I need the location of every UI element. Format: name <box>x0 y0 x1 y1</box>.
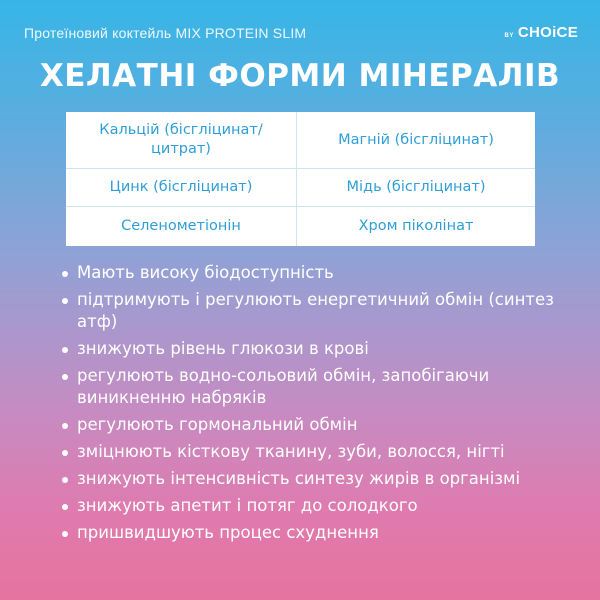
product-subtitle: Протеїновий коктейль MIX PROTEIN SLIM <box>24 24 307 41</box>
list-item <box>62 365 562 409</box>
benefit-text: знижують інтенсивність синтезу жирів в організмі <box>77 469 521 488</box>
bullet-icon <box>62 374 68 380</box>
table-cell-chromium: Хром піколінат <box>358 218 474 234</box>
brand-prefix: BY <box>504 33 514 39</box>
benefit-text: Мають високу біодоступність <box>77 263 334 282</box>
benefits-list <box>62 262 562 549</box>
table-cell-copper: Мідь (бісгліцинат) <box>297 169 535 207</box>
list-item <box>62 338 562 360</box>
top-bar <box>24 24 578 41</box>
benefit-text: регулюють гормональний обмін <box>77 415 358 434</box>
bullet-icon <box>62 477 68 483</box>
list-item <box>62 522 562 544</box>
list-item <box>62 289 562 333</box>
brand-name: CHOiCE <box>517 24 578 41</box>
benefit-text: регулюють водно-сольовий обмін, запобігаючи виникненню набряків <box>77 366 490 407</box>
bullet-icon <box>62 504 68 510</box>
list-item <box>62 495 562 517</box>
table-cell-magnesium: Магній (бісгліцинат) <box>297 112 535 169</box>
list-item <box>62 414 562 436</box>
table-cell-calcium: Кальцій (бісгліцинат/ цитрат) <box>66 112 297 169</box>
list-item <box>62 441 562 463</box>
list-item <box>62 468 562 490</box>
minerals-table <box>66 112 535 246</box>
brand-logo <box>505 24 578 41</box>
bullet-icon <box>62 450 68 456</box>
page-title: ХЕЛАТНІ ФОРМИ МІНЕРАЛІВ <box>39 58 561 94</box>
bullet-icon <box>62 298 68 304</box>
benefit-text: знижують апетит і потяг до солодкого <box>77 496 418 515</box>
table-cell-zinc: Цинк (бісгліцинат) <box>66 169 297 207</box>
table-cell-selenium: Селенометіонін <box>66 207 297 246</box>
bullet-icon <box>62 531 68 537</box>
benefit-text: пришвидшують процес схуднення <box>77 523 379 542</box>
bullet-icon <box>62 347 68 353</box>
benefit-text: зміцнюють кісткову тканину, зуби, волосся, нігті <box>77 442 505 461</box>
benefit-text: знижують рівень глюкози в крові <box>77 339 369 358</box>
benefit-text: підтримують і регулюють енергетичний обмін (синтез атф) <box>77 290 554 331</box>
bullet-icon <box>62 271 68 277</box>
list-item <box>62 262 562 284</box>
bullet-icon <box>62 423 68 429</box>
